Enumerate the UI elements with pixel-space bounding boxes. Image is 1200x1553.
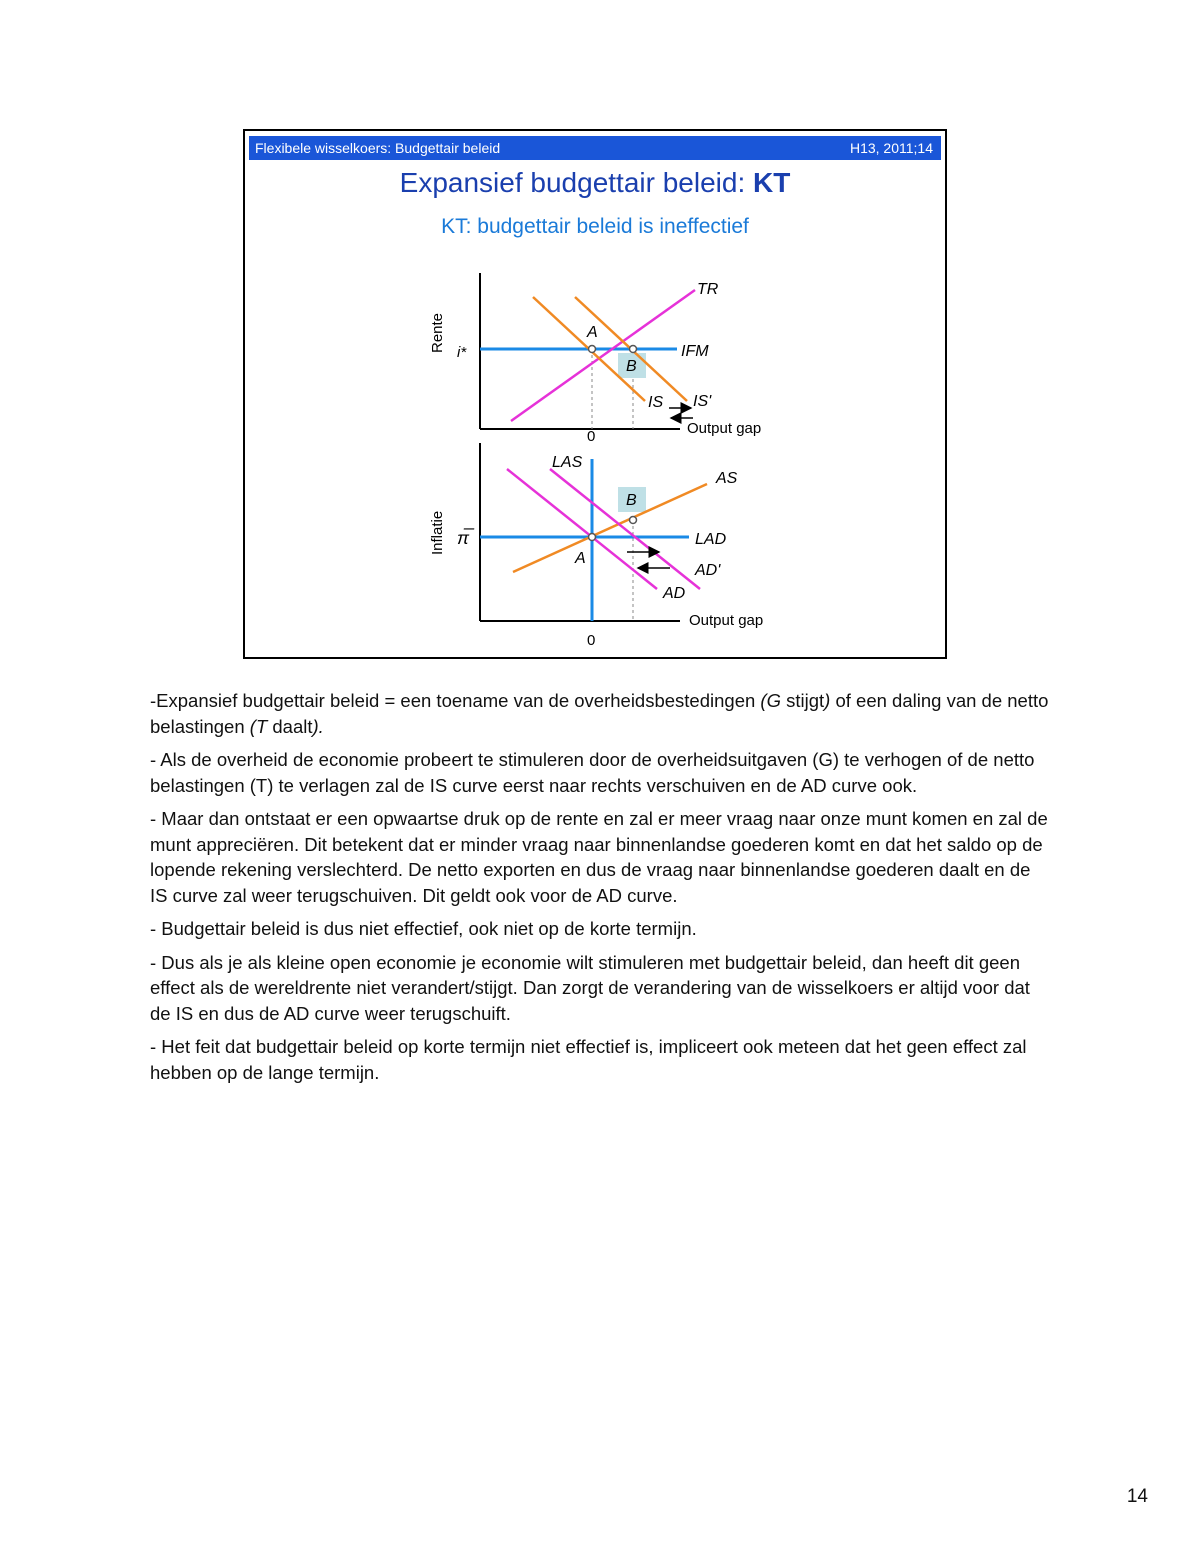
slide-header-title: Flexibele wisselkoers: Budgettair beleid — [255, 140, 501, 156]
paragraph-5: - Dus als je als kleine open economie je economie wilt stimuleren met budgettair beleid, dan heeft dit geen effect als de wereldrente niet verandert/stijgt. Dan zorgt de verandering van de wisselkoers er altijd voor dat de IS en dus de AD curve weer terugschuift. — [150, 951, 1030, 1024]
slide-title: Expansief budgettair beleid: KT — [399, 167, 791, 198]
paragraph-6: - Het feit dat budgettair beleid op korte termijn niet effectief is, impliceert ook meteen dat het geen effect zal hebben op de lange termijn. — [150, 1036, 1027, 1083]
top-point-a-label: A — [587, 324, 598, 341]
ad-label: AD — [663, 585, 686, 602]
body-text — [150, 688, 1050, 1093]
bottom-graph — [429, 443, 763, 649]
bottom-x-label: Output gap — [689, 612, 764, 629]
tr-label: TR — [697, 281, 719, 298]
top-point-b-label: B — [626, 358, 637, 375]
paragraph-1: -Expansief budgettair beleid = een toename van de overheidsbestedingen (G stijgt) of een daling van de netto belastingen (T daalt). — [150, 690, 1049, 737]
ad-prime-label: AD' — [695, 562, 721, 579]
bottom-origin-label: 0 — [587, 632, 596, 649]
top-point-a — [589, 346, 596, 353]
bottom-point-a — [589, 534, 596, 541]
bottom-point-b-label: B — [626, 492, 637, 509]
page-number: 14 — [1126, 1486, 1148, 1507]
rate-label: i* — [457, 344, 467, 361]
paragraph-3: - Maar dan ontstaat er een opwaartse druk op de rente en zal er meer vraag naar onze munt komen en zal de munt appreciëren. Dit betekent dat er minder vraag naar binnenlandse goederen komt en dat het saldo op de lopende rekening verslechterd. De netto exporten en dus de vraag naar binnenlandse goederen daalt en de IS curve zal weer terugschuiven. Dit geldt ook voor de AD curve. — [150, 808, 1048, 906]
bottom-y-label: Inflatie — [429, 510, 446, 555]
tr-line — [511, 290, 695, 421]
paragraph-4: - Budgettair beleid is dus niet effectief, ook niet op de korte termijn. — [150, 918, 697, 939]
top-x-label: Output gap — [687, 420, 762, 437]
top-point-b — [630, 346, 637, 353]
bottom-point-a-label: A — [575, 550, 586, 567]
las-label: LAS — [552, 454, 583, 471]
as-label: AS — [716, 470, 738, 487]
diagram — [245, 131, 945, 657]
slide-subtitle: KT: budgettair beleid is ineffectief — [441, 215, 749, 238]
is-label: IS — [648, 394, 664, 411]
is-prime-label: IS' — [693, 393, 712, 410]
top-origin-label: 0 — [587, 428, 596, 445]
lad-label: LAD — [695, 531, 727, 548]
top-graph — [429, 273, 761, 445]
inflation-label: π̅ — [457, 528, 470, 548]
slide-figure — [243, 129, 947, 659]
paragraph-2: - Als de overheid de economie probeert te stimuleren door de overheidsuitgaven (G) te verhogen of de netto belastingen (T) te verlagen zal de IS curve eerst naar rechts verschuiven en de AD curve ook. — [150, 749, 1035, 796]
ifm-label: IFM — [681, 343, 709, 360]
slide-header-reference: H13, 2011;14 — [849, 140, 933, 156]
top-y-label: Rente — [429, 312, 446, 353]
bottom-point-b — [630, 517, 637, 524]
